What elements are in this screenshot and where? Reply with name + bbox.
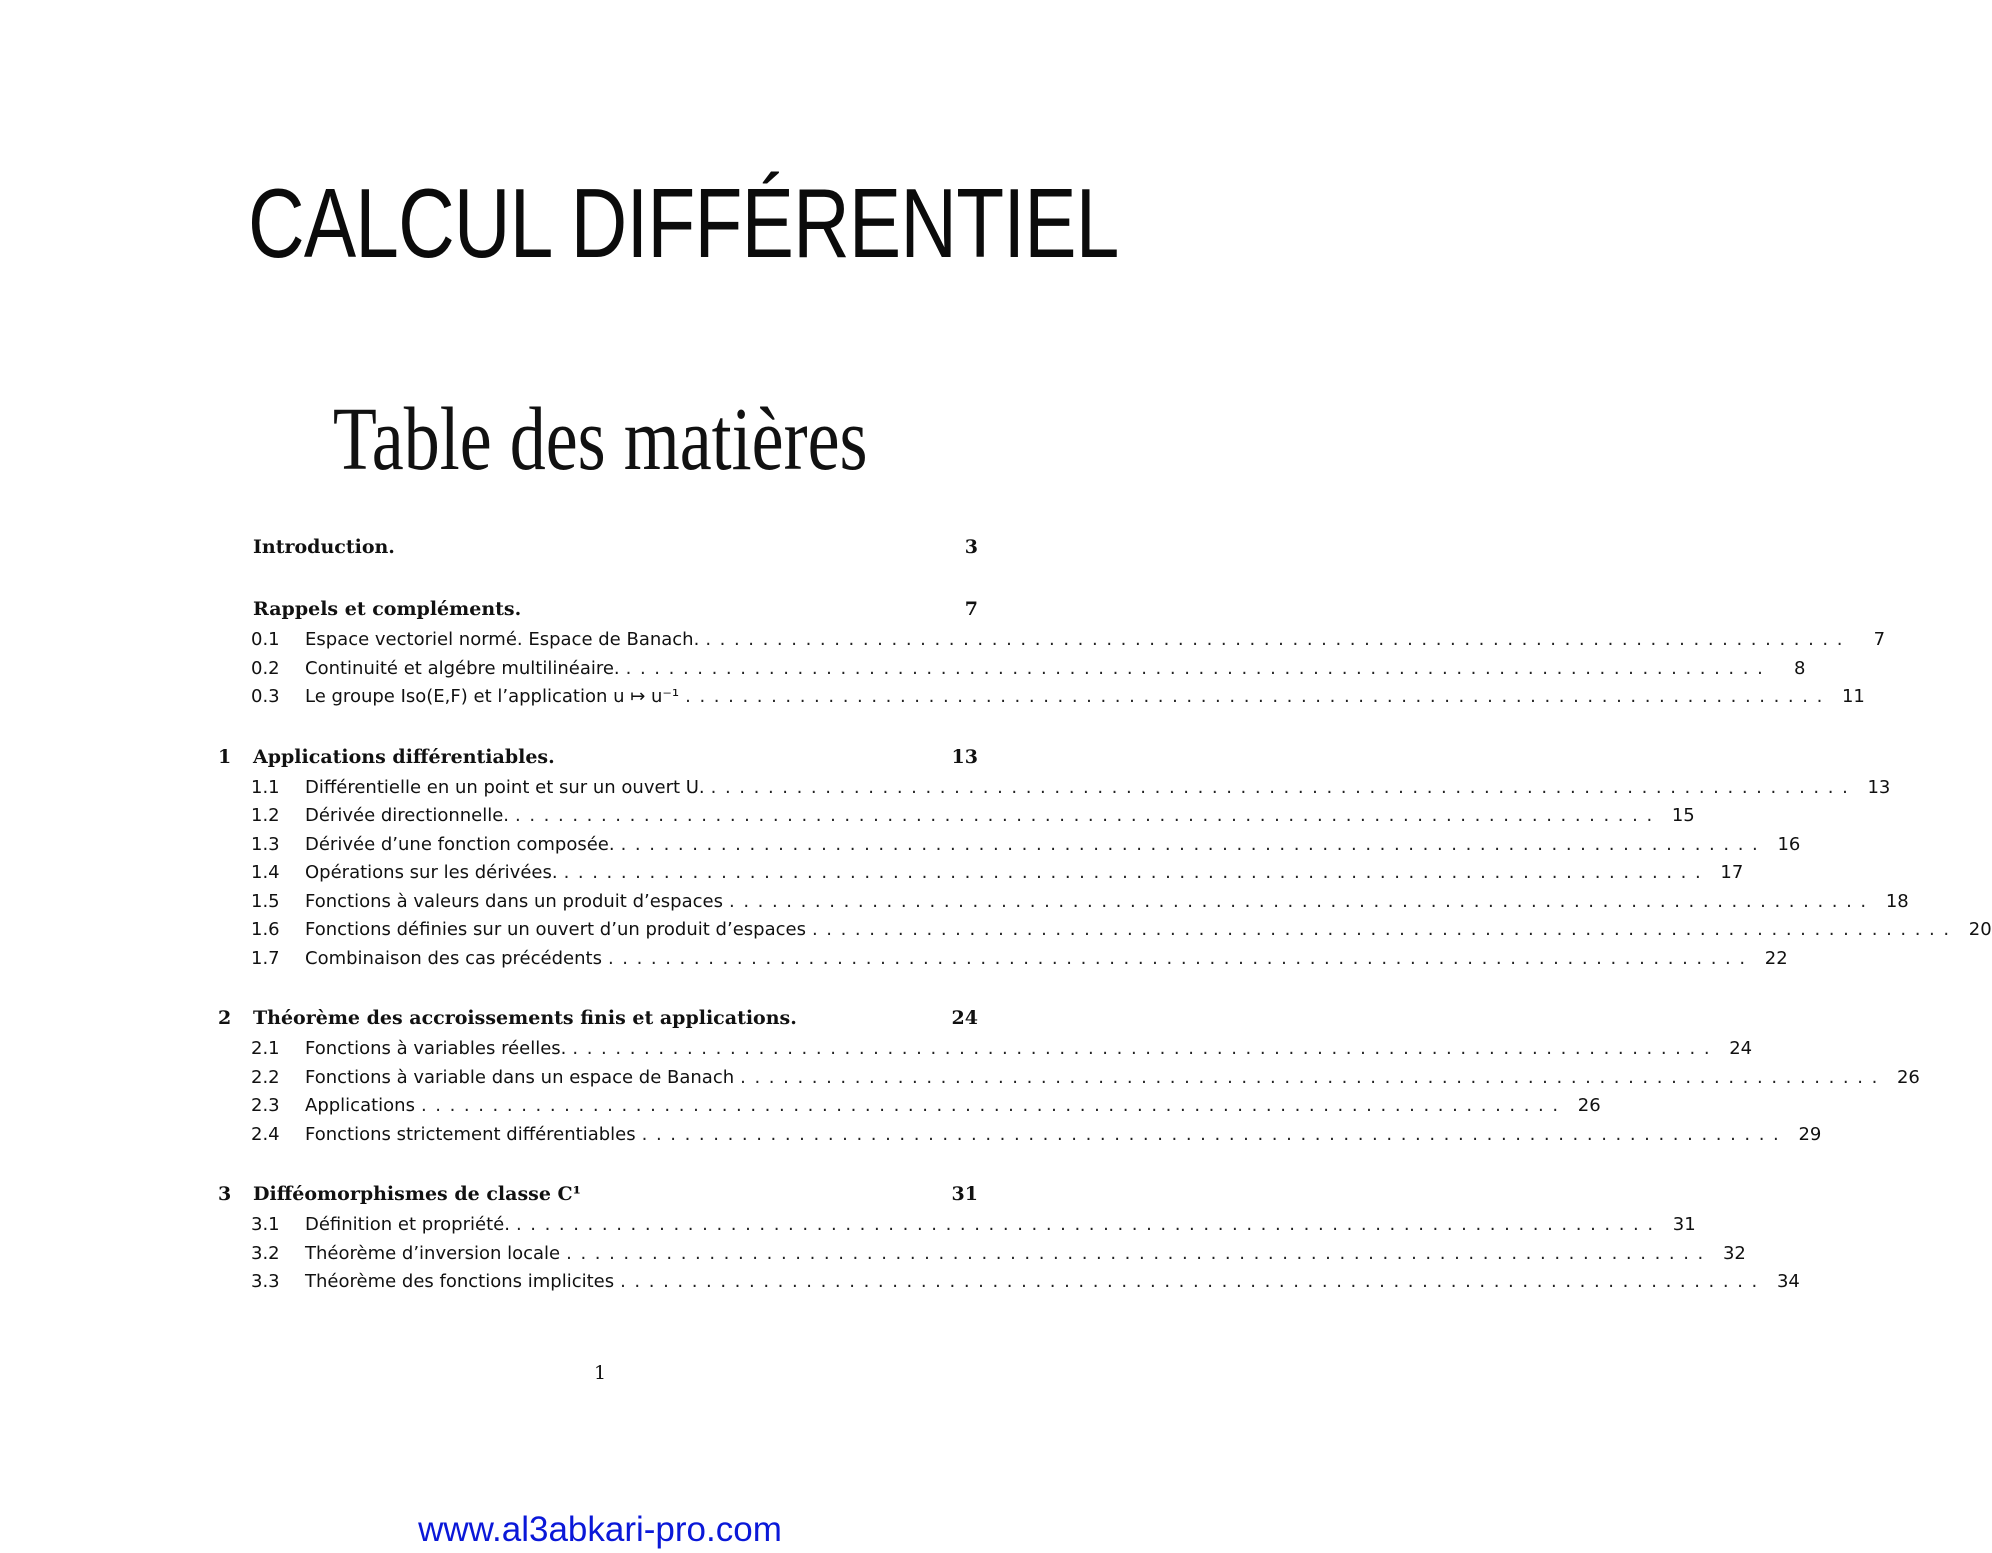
toc-dot-leader: ................................................................................ bbox=[420, 1095, 1567, 1116]
toc-chapter-title: Introduction. bbox=[253, 536, 395, 558]
toc-section-row[interactable] bbox=[218, 1035, 1753, 1064]
toc-section-page: 34 bbox=[1776, 1271, 1800, 1292]
toc-section-number: 1.7 bbox=[251, 947, 280, 969]
toc-chapter bbox=[218, 741, 1992, 974]
toc-dot-leader: ................................................................................ bbox=[811, 919, 1958, 940]
toc-chapter-page: 24 bbox=[951, 1007, 978, 1029]
toc-section-row[interactable] bbox=[218, 1240, 1746, 1269]
toc-section-number: 1.3 bbox=[251, 833, 280, 855]
toc-section-title: Opérations sur les dérivées. bbox=[305, 862, 558, 883]
toc-section-title: Fonctions à valeurs dans un produit d’espaces bbox=[305, 890, 723, 912]
toc-section-title: Différentielle en un point et sur un ouvert U. bbox=[305, 776, 705, 798]
toc-section-page: 22 bbox=[1764, 947, 1788, 969]
toc-dot-leader: ................................................................................ bbox=[515, 1214, 1662, 1235]
toc-section-number: 1.1 bbox=[251, 776, 280, 798]
toc-dot-leader: ................................................................................ bbox=[620, 833, 1767, 855]
toc-section-page: 11 bbox=[1841, 686, 1865, 707]
toc-section-number: 3.1 bbox=[251, 1214, 280, 1235]
toc-section-number: 3.2 bbox=[251, 1242, 280, 1264]
toc-section-page: 20 bbox=[1968, 919, 1992, 940]
toc-chapter bbox=[218, 1178, 1800, 1297]
toc-heading bbox=[0, 385, 1200, 495]
toc-section-number: 3.3 bbox=[251, 1271, 280, 1292]
toc-dot-leader: ................................................................................ bbox=[620, 1271, 1766, 1292]
toc-section-page: 8 bbox=[1793, 657, 1806, 679]
toc-dot-leader: ................................................................................ bbox=[729, 890, 1875, 912]
toc-chapter-number: 1 bbox=[218, 745, 232, 768]
toc-dot-leader: ................................................................................ bbox=[685, 686, 1831, 707]
toc-chapter-page: 7 bbox=[964, 598, 978, 620]
toc-chapter-row[interactable] bbox=[218, 741, 978, 774]
toc-section-row[interactable] bbox=[218, 888, 1909, 917]
toc-section-title: Théorème des fonctions implicites bbox=[305, 1271, 615, 1292]
toc-section-number: 2.2 bbox=[251, 1066, 280, 1088]
table-of-contents bbox=[218, 531, 1992, 1326]
toc-dot-leader: ................................................................................ bbox=[515, 805, 1661, 826]
toc-section-title: Théorème d’inversion locale bbox=[305, 1242, 561, 1264]
document-title: CALCUL DIFFÉRENTIEL bbox=[248, 168, 1119, 278]
toc-section-page: 13 bbox=[1867, 776, 1891, 798]
toc-dot-leader: ................................................................................ bbox=[625, 657, 1772, 679]
toc-section-row[interactable] bbox=[218, 655, 1806, 684]
toc-section-title: Combinaison des cas précédents bbox=[305, 947, 602, 969]
toc-dot-leader: ................................................................................ bbox=[710, 776, 1857, 798]
toc-section-title: Fonctions strictement différentiables bbox=[305, 1123, 636, 1145]
toc-section-title: Le groupe Iso(E,F) et l’application u ↦ u⁻¹ bbox=[305, 686, 680, 707]
toc-section-title: Définition et propriété. bbox=[305, 1214, 510, 1235]
toc-heading-text: Table des matières bbox=[332, 390, 868, 489]
toc-section-number: 1.6 bbox=[251, 919, 280, 940]
toc-chapter-row[interactable] bbox=[218, 1002, 978, 1035]
toc-chapter-page: 31 bbox=[951, 1183, 978, 1205]
toc-section-number: 2.3 bbox=[251, 1095, 280, 1116]
toc-section-page: 32 bbox=[1722, 1242, 1746, 1264]
toc-chapter-title: Applications différentiables. bbox=[253, 745, 555, 768]
toc-section-row[interactable] bbox=[218, 802, 1695, 831]
toc-section-row[interactable] bbox=[218, 945, 1788, 974]
toc-section-row[interactable] bbox=[218, 916, 1992, 945]
toc-section-row[interactable] bbox=[218, 1121, 1822, 1150]
toc-section-row[interactable] bbox=[218, 1211, 1696, 1240]
toc-chapter-row[interactable] bbox=[218, 1178, 978, 1211]
toc-section-number: 0.2 bbox=[251, 657, 280, 679]
toc-section-title: Applications bbox=[305, 1095, 415, 1116]
toc-section-page: 26 bbox=[1896, 1066, 1920, 1088]
toc-section-number: 1.4 bbox=[251, 862, 280, 883]
toc-dot-leader: ................................................................................ bbox=[607, 947, 1754, 969]
toc-section-title: Continuité et algébre multilinéaire. bbox=[305, 657, 620, 679]
toc-dot-leader: ................................................................................ bbox=[566, 1242, 1712, 1264]
toc-section-title: Dérivée d’une fonction composée. bbox=[305, 833, 615, 855]
toc-chapter-page: 3 bbox=[964, 536, 978, 558]
toc-dot-leader: ................................................................................ bbox=[740, 1066, 1886, 1088]
toc-section-row[interactable] bbox=[218, 1064, 1920, 1093]
watermark-link[interactable]: www.al3abkari-pro.com bbox=[418, 1510, 782, 1549]
toc-chapter-title: Rappels et compléments. bbox=[253, 598, 522, 620]
toc-section-page: 18 bbox=[1885, 890, 1909, 912]
toc-section-page: 17 bbox=[1720, 862, 1744, 883]
toc-chapter bbox=[218, 1002, 1920, 1149]
toc-section-title: Fonctions à variable dans un espace de Banach bbox=[305, 1066, 735, 1088]
toc-section-row[interactable] bbox=[218, 859, 1744, 888]
toc-section-row[interactable] bbox=[218, 774, 1891, 803]
toc-section-number: 1.2 bbox=[251, 805, 280, 826]
toc-section-row[interactable] bbox=[218, 831, 1801, 860]
toc-section-page: 24 bbox=[1729, 1038, 1753, 1059]
toc-section-row[interactable] bbox=[218, 683, 1865, 712]
toc-dot-leader: ................................................................................ bbox=[705, 629, 1852, 650]
toc-section-page: 16 bbox=[1777, 833, 1801, 855]
toc-chapter-title: Théorème des accroissements finis et applications. bbox=[253, 1007, 797, 1029]
toc-chapter-number: 3 bbox=[218, 1183, 232, 1205]
toc-section-number: 0.1 bbox=[251, 629, 280, 650]
toc-section-title: Fonctions définies sur un ouvert d’un produit d’espaces bbox=[305, 919, 806, 940]
toc-section-number: 1.5 bbox=[251, 890, 280, 912]
toc-dot-leader: ................................................................................ bbox=[572, 1038, 1719, 1059]
toc-section-title: Dérivée directionnelle. bbox=[305, 805, 510, 826]
toc-section-page: 31 bbox=[1672, 1214, 1696, 1235]
toc-chapter bbox=[218, 593, 1886, 712]
toc-section-page: 29 bbox=[1798, 1123, 1822, 1145]
page-number: 1 bbox=[593, 1362, 607, 1384]
toc-chapter-page: 13 bbox=[951, 745, 978, 768]
toc-section-page: 7 bbox=[1873, 629, 1886, 650]
toc-section-title: Espace vectoriel normé. Espace de Banach. bbox=[305, 629, 700, 650]
toc-section-title: Fonctions à variables réelles. bbox=[305, 1038, 567, 1059]
toc-section-number: 2.4 bbox=[251, 1123, 280, 1145]
toc-section-row[interactable] bbox=[218, 1268, 1800, 1297]
toc-chapter-title: Difféomorphismes de classe C¹ bbox=[253, 1183, 581, 1205]
toc-section-number: 2.1 bbox=[251, 1038, 280, 1059]
toc-chapter-number: 2 bbox=[218, 1007, 232, 1029]
toc-dot-leader: ................................................................................ bbox=[641, 1123, 1788, 1145]
toc-dot-leader: ................................................................................ bbox=[563, 862, 1710, 883]
toc-section-page: 26 bbox=[1577, 1095, 1601, 1116]
toc-section-number: 0.3 bbox=[251, 686, 280, 707]
toc-chapter bbox=[218, 531, 978, 564]
toc-chapter-row[interactable] bbox=[218, 593, 978, 626]
toc-chapter-row[interactable] bbox=[218, 531, 978, 564]
toc-section-row[interactable] bbox=[218, 1092, 1601, 1121]
toc-section-page: 15 bbox=[1671, 805, 1695, 826]
toc-section-row[interactable] bbox=[218, 626, 1886, 655]
